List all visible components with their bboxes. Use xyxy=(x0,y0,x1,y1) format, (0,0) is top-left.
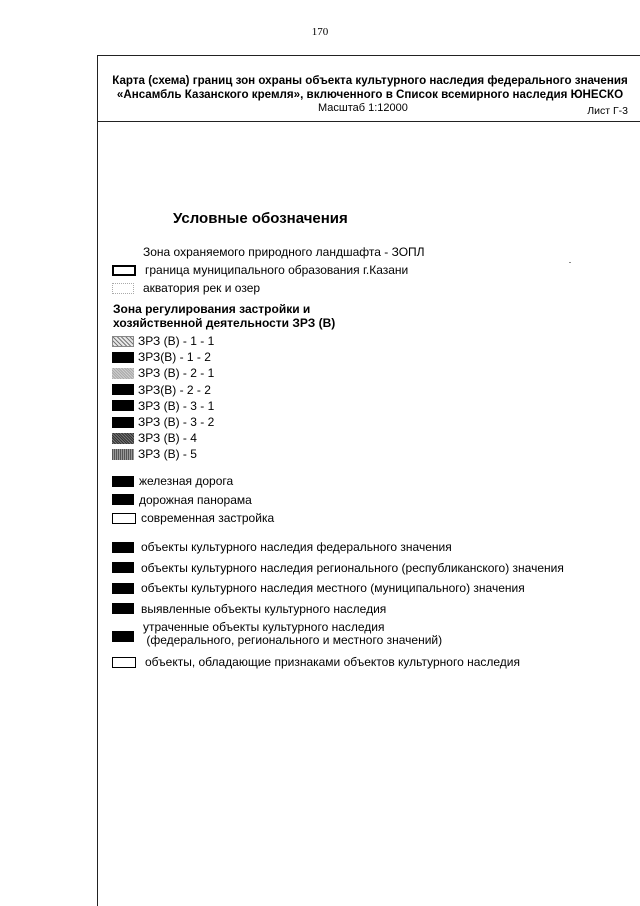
legend-item-label: ЗРЗ (В) - 5 xyxy=(138,447,197,462)
legend-item-heritage-signs xyxy=(112,654,520,670)
legend-item-label: ЗРЗ (В) - 4 xyxy=(138,431,197,446)
legend-item-label: выявленные объекты культурного наследия xyxy=(141,601,387,616)
legend-item-label: современная застройка xyxy=(141,511,275,525)
local-heritage-swatch-icon xyxy=(112,583,134,594)
road-panorama-swatch-icon xyxy=(112,494,134,505)
solid-swatch-icon xyxy=(112,400,134,411)
legend-item-label: ЗРЗ (В) - 3 - 2 xyxy=(138,415,215,429)
legend-item-label: ЗРЗ (В) - 3 - 1 xyxy=(138,398,215,413)
legend-item-label: Зона охраняемого природного ландшафта - ЗОПЛ xyxy=(143,245,425,259)
legend-item-label: объекты культурного наследия федерального значения xyxy=(141,540,452,554)
legend-item xyxy=(112,244,425,260)
legend-item-label: объекты культурного наследия местного (муниципального) значения xyxy=(141,581,525,595)
legend-item xyxy=(112,580,525,596)
legend-item xyxy=(112,349,211,365)
blank-icon xyxy=(112,247,134,258)
legend-item xyxy=(112,560,564,576)
legend-item xyxy=(112,601,386,617)
zone-header-line-2: хозяйственной деятельности ЗРЗ (В) xyxy=(113,316,336,330)
legend-item xyxy=(112,262,408,278)
regional-heritage-swatch-icon xyxy=(112,562,134,573)
modern-building-outline-icon xyxy=(112,513,136,524)
heritage-signs-outline-icon xyxy=(112,657,136,668)
legend-item xyxy=(112,382,211,398)
legend-item-label: ЗРЗ(В) - 2 - 2 xyxy=(138,382,211,397)
mid-gray-swatch-icon xyxy=(112,449,134,460)
page-number: 170 xyxy=(311,26,329,38)
legend-item-label: граница муниципального образования г.Казани xyxy=(145,263,409,277)
solid-swatch-icon xyxy=(112,417,134,428)
light-gray-swatch-icon xyxy=(112,368,134,379)
lost-heritage-label-line-2: (федерального, регионального и местного значений) xyxy=(143,633,443,647)
legend-item-label: ЗРЗ (В) - 1 - 1 xyxy=(138,334,215,348)
legend-item xyxy=(112,446,197,462)
legend-item xyxy=(112,473,233,489)
map-title-line-2: «Ансамбль Казанского кремля», включенного в Список всемирного наследия ЮНЕСКО xyxy=(116,88,624,101)
legend-item xyxy=(112,333,214,349)
legend-item-label: акватория рек и озер xyxy=(143,281,261,295)
legend-item xyxy=(112,510,274,526)
railway-swatch-icon xyxy=(112,476,134,487)
legend-item xyxy=(112,365,214,381)
legend-item xyxy=(112,539,452,555)
legend-item-label: ЗРЗ(В) - 1 - 2 xyxy=(138,350,211,365)
identified-heritage-swatch-icon xyxy=(112,603,134,614)
legend-item xyxy=(112,280,260,296)
water-area-icon xyxy=(112,283,134,294)
zone-header-line-1: Зона регулирования застройки и xyxy=(113,302,311,316)
legend-title: Условные обозначения xyxy=(173,210,348,227)
legend-item xyxy=(112,398,214,414)
legend-item-label: ЗРЗ (В) - 2 - 1 xyxy=(138,366,215,381)
legend-item-label: объекты культурного наследия регионального (республиканского) значения xyxy=(141,560,564,575)
solid-swatch-icon xyxy=(112,384,134,395)
legend-item xyxy=(112,414,214,430)
solid-swatch-icon xyxy=(112,352,134,363)
legend-item-label: железная дорога xyxy=(139,474,234,488)
map-scale: Масштаб 1:12000 xyxy=(318,102,408,114)
legend-item xyxy=(112,430,197,446)
boundary-outline-icon xyxy=(112,265,136,276)
lost-heritage-label-line-1: утраченные объекты культурного наследия xyxy=(143,620,385,634)
hatched-swatch-icon xyxy=(112,336,134,347)
zone-header xyxy=(113,302,335,330)
heritage-signs-label: объекты, обладающие признаками объектов культурного наследия xyxy=(145,655,520,669)
federal-heritage-swatch-icon xyxy=(112,542,134,553)
scan-speck xyxy=(569,262,571,263)
legend-item-label: дорожная панорама xyxy=(139,492,252,507)
lost-heritage-swatch-icon xyxy=(112,631,134,642)
legend-item xyxy=(112,492,252,508)
dark-gray-swatch-icon xyxy=(112,433,134,444)
legend-item-lost-heritage xyxy=(112,619,442,649)
map-title-line-1: Карта (схема) границ зон охраны объекта культурного наследия федерального значения xyxy=(112,74,628,87)
sheet-number: Лист Г-3 xyxy=(587,105,628,117)
header-divider xyxy=(98,121,640,122)
